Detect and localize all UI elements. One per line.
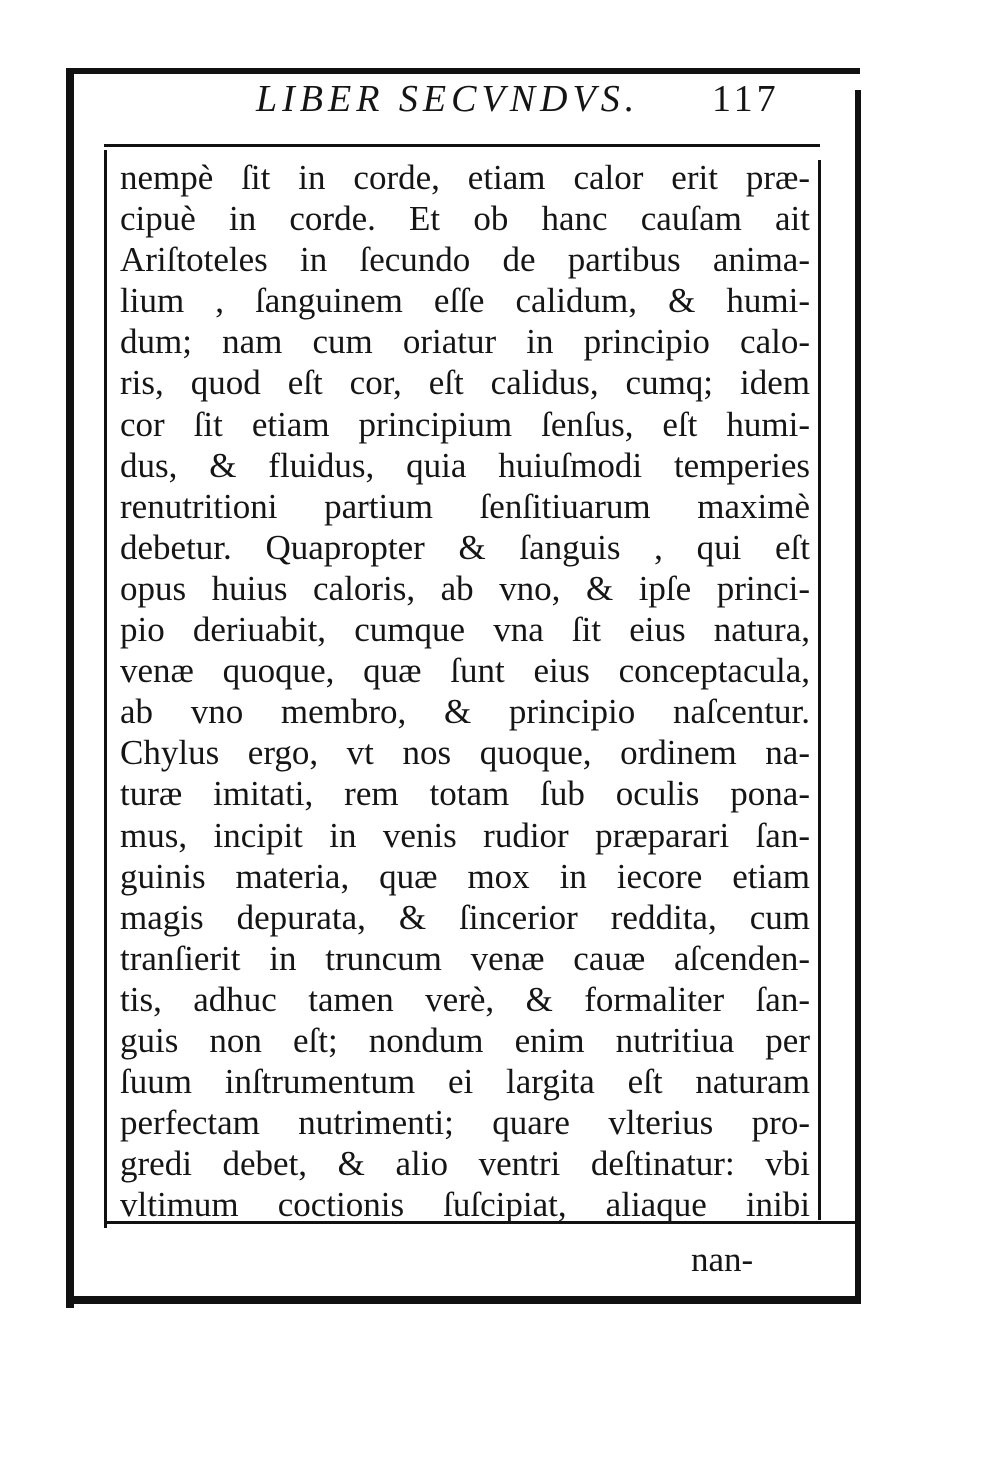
text-line: venæ quoque, quæ ſunt eius conceptacula,: [120, 651, 810, 691]
text-line: dus, & fluidus, quia huiuſmodi temperies: [120, 445, 810, 485]
body-text: [120, 157, 810, 1225]
text-line: cor ſit etiam principium ſenſus, eſt humi-: [120, 404, 810, 444]
text-line: ris, quod eſt cor, eſt calidus, cumq; idem: [120, 363, 810, 403]
text-line: lium , ſanguinem eſſe calidum, & humi-: [120, 281, 810, 321]
text-line: opus huius caloris, ab vno, & ipſe princi-: [120, 568, 810, 608]
text-line: dum; nam cum oriatur in principio calo-: [120, 322, 810, 362]
header-rule: [104, 144, 820, 147]
frame-top-rule: [66, 68, 860, 74]
text-line: turæ imitati, rem totam ſub oculis pona-: [120, 774, 810, 814]
text-line: debetur. Quapropter & ſanguis , qui eſt: [120, 527, 810, 567]
text-frame-left-rule: [104, 150, 107, 1228]
frame-bottom-rule: [66, 1296, 860, 1304]
text-line: Chylus ergo, vt nos quoque, ordinem na-: [120, 733, 810, 773]
text-line: renutritioni partium ſenſitiuarum maximè: [120, 486, 810, 526]
text-line: ſuum inſtrumentum ei largita eſt naturam: [120, 1062, 810, 1102]
text-line: gredi debet, & alio ventri deſtinatur: vbi: [120, 1144, 810, 1184]
frame-right-rule: [855, 90, 861, 1304]
text-line: guis non eſt; nondum enim nutritiua per: [120, 1020, 810, 1060]
catchword: nan-: [691, 1240, 754, 1279]
text-line: perfectam nutrimenti; quare vlterius pro-: [120, 1103, 810, 1143]
text-line: tis, adhuc tamen verè, & formaliter ſan-: [120, 979, 810, 1019]
text-line: pio deriuabit, cumque vna ſit eius natura,: [120, 610, 810, 650]
text-line: cipuè in corde. Et ob hanc cauſam ait: [120, 199, 810, 239]
running-title: LIBER SECVNDVS.: [256, 78, 640, 120]
text-line: guinis materia, quæ mox in iecore etiam: [120, 856, 810, 896]
frame-left-rule: [66, 68, 74, 1308]
text-frame-right-rule: [818, 160, 821, 1220]
text-line: mus, incipit in venis rudior præparari ſan-: [120, 815, 810, 855]
text-line: vltimum coctionis ſuſcipiat, aliaque inibi: [120, 1185, 810, 1225]
text-line: nempè ſit in corde, etiam calor erit præ-: [120, 158, 810, 197]
text-line: tranſierit in truncum venæ cauæ aſcenden-: [120, 938, 810, 978]
text-line: magis depurata, & ſincerior reddita, cum: [120, 897, 810, 937]
page-number: 117: [712, 78, 780, 120]
text-line: ab vno membro, & principio naſcentur.: [120, 692, 810, 732]
text-line: Ariſtoteles in ſecundo de partibus anima-: [120, 240, 810, 280]
